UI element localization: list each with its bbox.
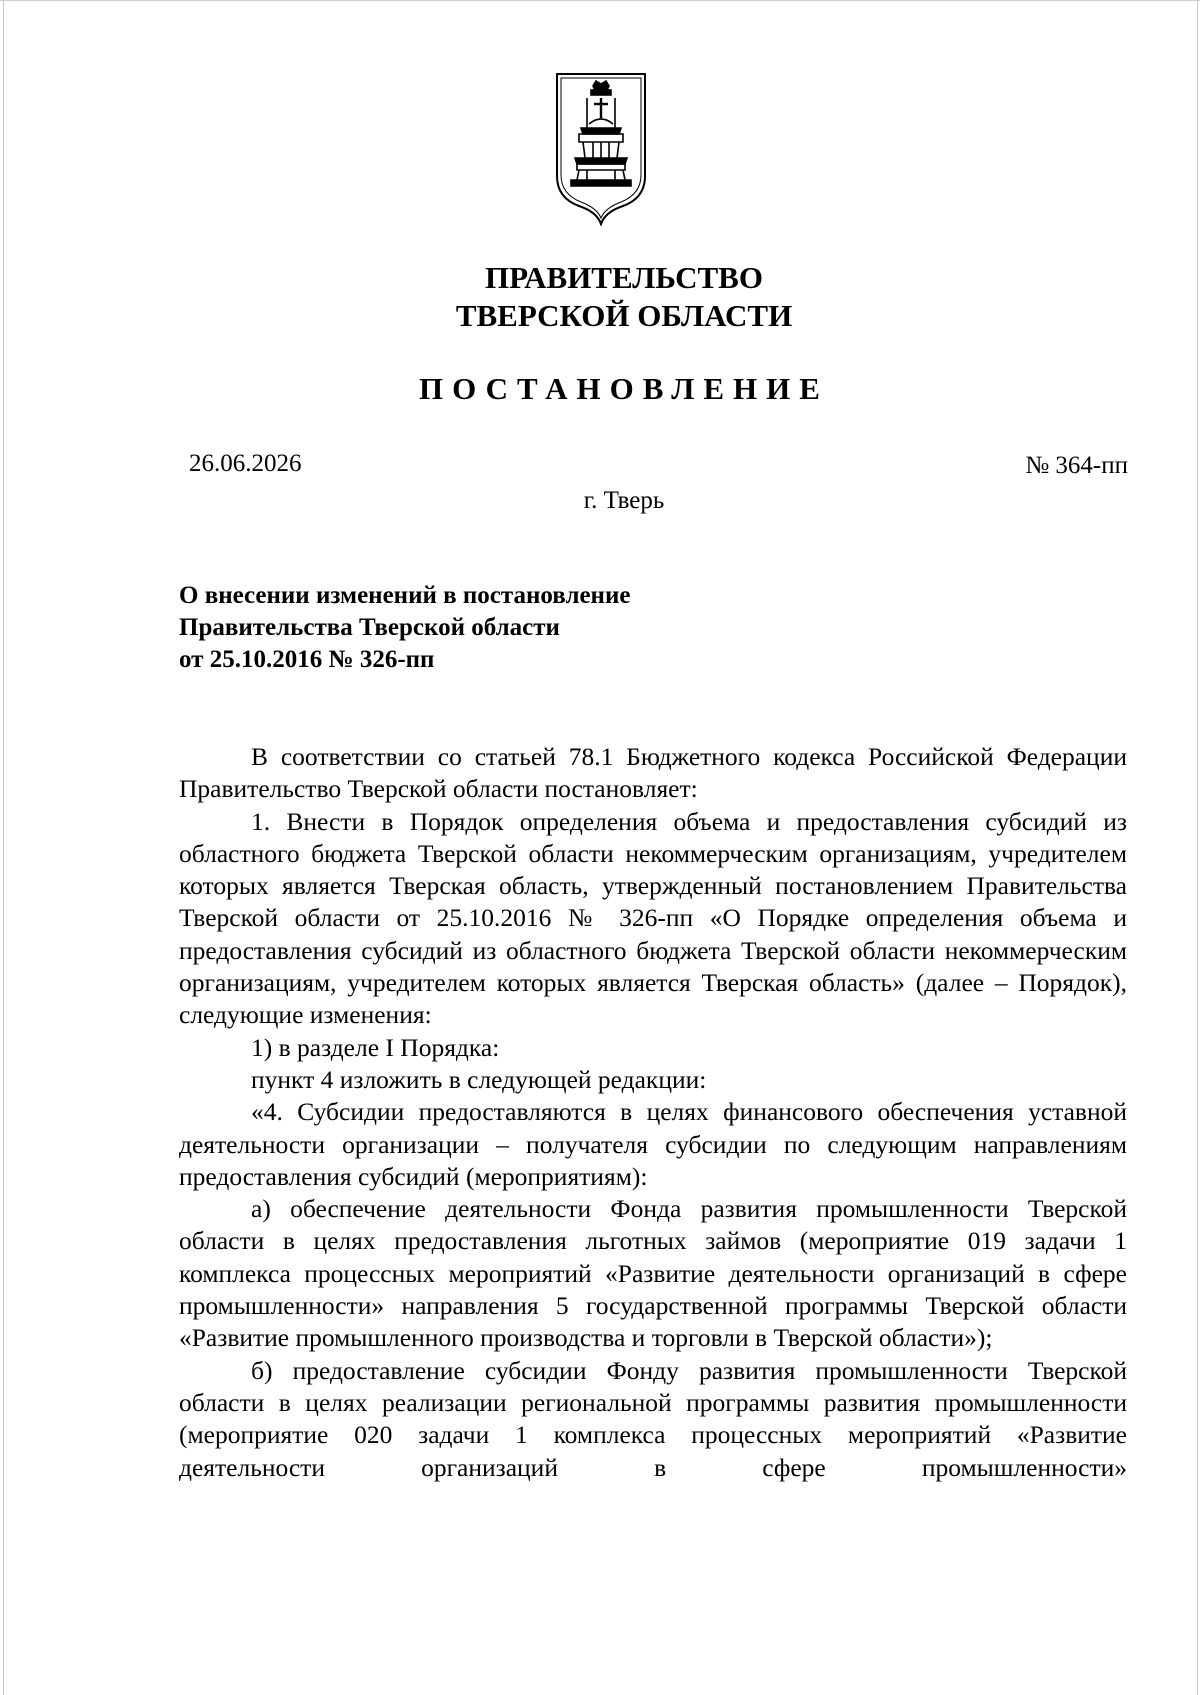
paragraph-point-4: пункт 4 изложить в следующей редакции:: [251, 1064, 707, 1094]
scan-edge-left: [3, 0, 4, 1695]
document-subject: [179, 580, 630, 676]
document-number: № 364-пп: [1025, 452, 1128, 479]
paragraph-item-1: 1. Внести в Порядок определения объема и предоставления субсидий из областного бюджета Тверской области некоммерческим организациям, учредителем которых является Тверская область, утвержденный постановлением Правительства Тверской области от 25.10.2016 № 326-пп «О Порядке определения объема и предоставления субсидий из областного бюджета Тверской области некоммерческим организациям, учредителем которых является Тверская область» (далее – Порядок), следующие изменения:: [179, 806, 1127, 1030]
org-name-line1: ПРАВИТЕЛЬСТВО: [485, 260, 763, 295]
paragraph-quote-4: «4. Субсидии предоставляются в целях финансового обеспечения уставной деятельности организации – получателя субсидии по следующим направлениям предоставления субсидий (мероприятиям):: [179, 1097, 1127, 1191]
scan-edge-right: [1197, 0, 1198, 1695]
paragraph-subitem-a: а) обеспечение деятельности Фонда развития промышленности Тверской области в целях предоставления льготных займов (мероприятие 019 задачи 1 комплекса процессных мероприятий «Развитие деятельности организаций в сфере промышленности» направления 5 государственной программы Тверской области «Развитие промышленного производства и торговли в Тверской области»);: [179, 1194, 1127, 1353]
document-body: [179, 741, 1127, 1484]
org-name-line2: ТВЕРСКОЙ ОБЛАСТИ: [455, 298, 793, 333]
document-type: ПОСТАНОВЛЕНИЕ: [419, 371, 829, 406]
subject-line2: Правительства Тверской области: [179, 614, 560, 641]
paragraph-preamble: В соответствии со статьей 78.1 Бюджетного кодекса Российской Федерации Правительство Тверской области постановляет:: [179, 742, 1127, 804]
scan-edge-top: [0, 0, 1200, 1]
document-city: г. Тверь: [583, 487, 665, 514]
tver-coat-of-arms-icon: [553, 72, 649, 226]
paragraph-subitem-1: 1) в разделе I Порядка:: [251, 1032, 500, 1062]
paragraph-subitem-b: б) предоставление субсидии Фонду развития промышленности Тверской области в целях реализации региональной программы развития промышленности (мероприятие 020 задачи 1 комплекса процессных мероприятий «Развитие деятельности организаций в сфере промышленности»: [179, 1355, 1127, 1482]
subject-line1: О внесении изменений в постановление: [179, 582, 631, 609]
subject-line3: от 25.10.2016 № 326-пп: [179, 646, 435, 673]
document-date: 26.06.2026: [189, 450, 302, 477]
